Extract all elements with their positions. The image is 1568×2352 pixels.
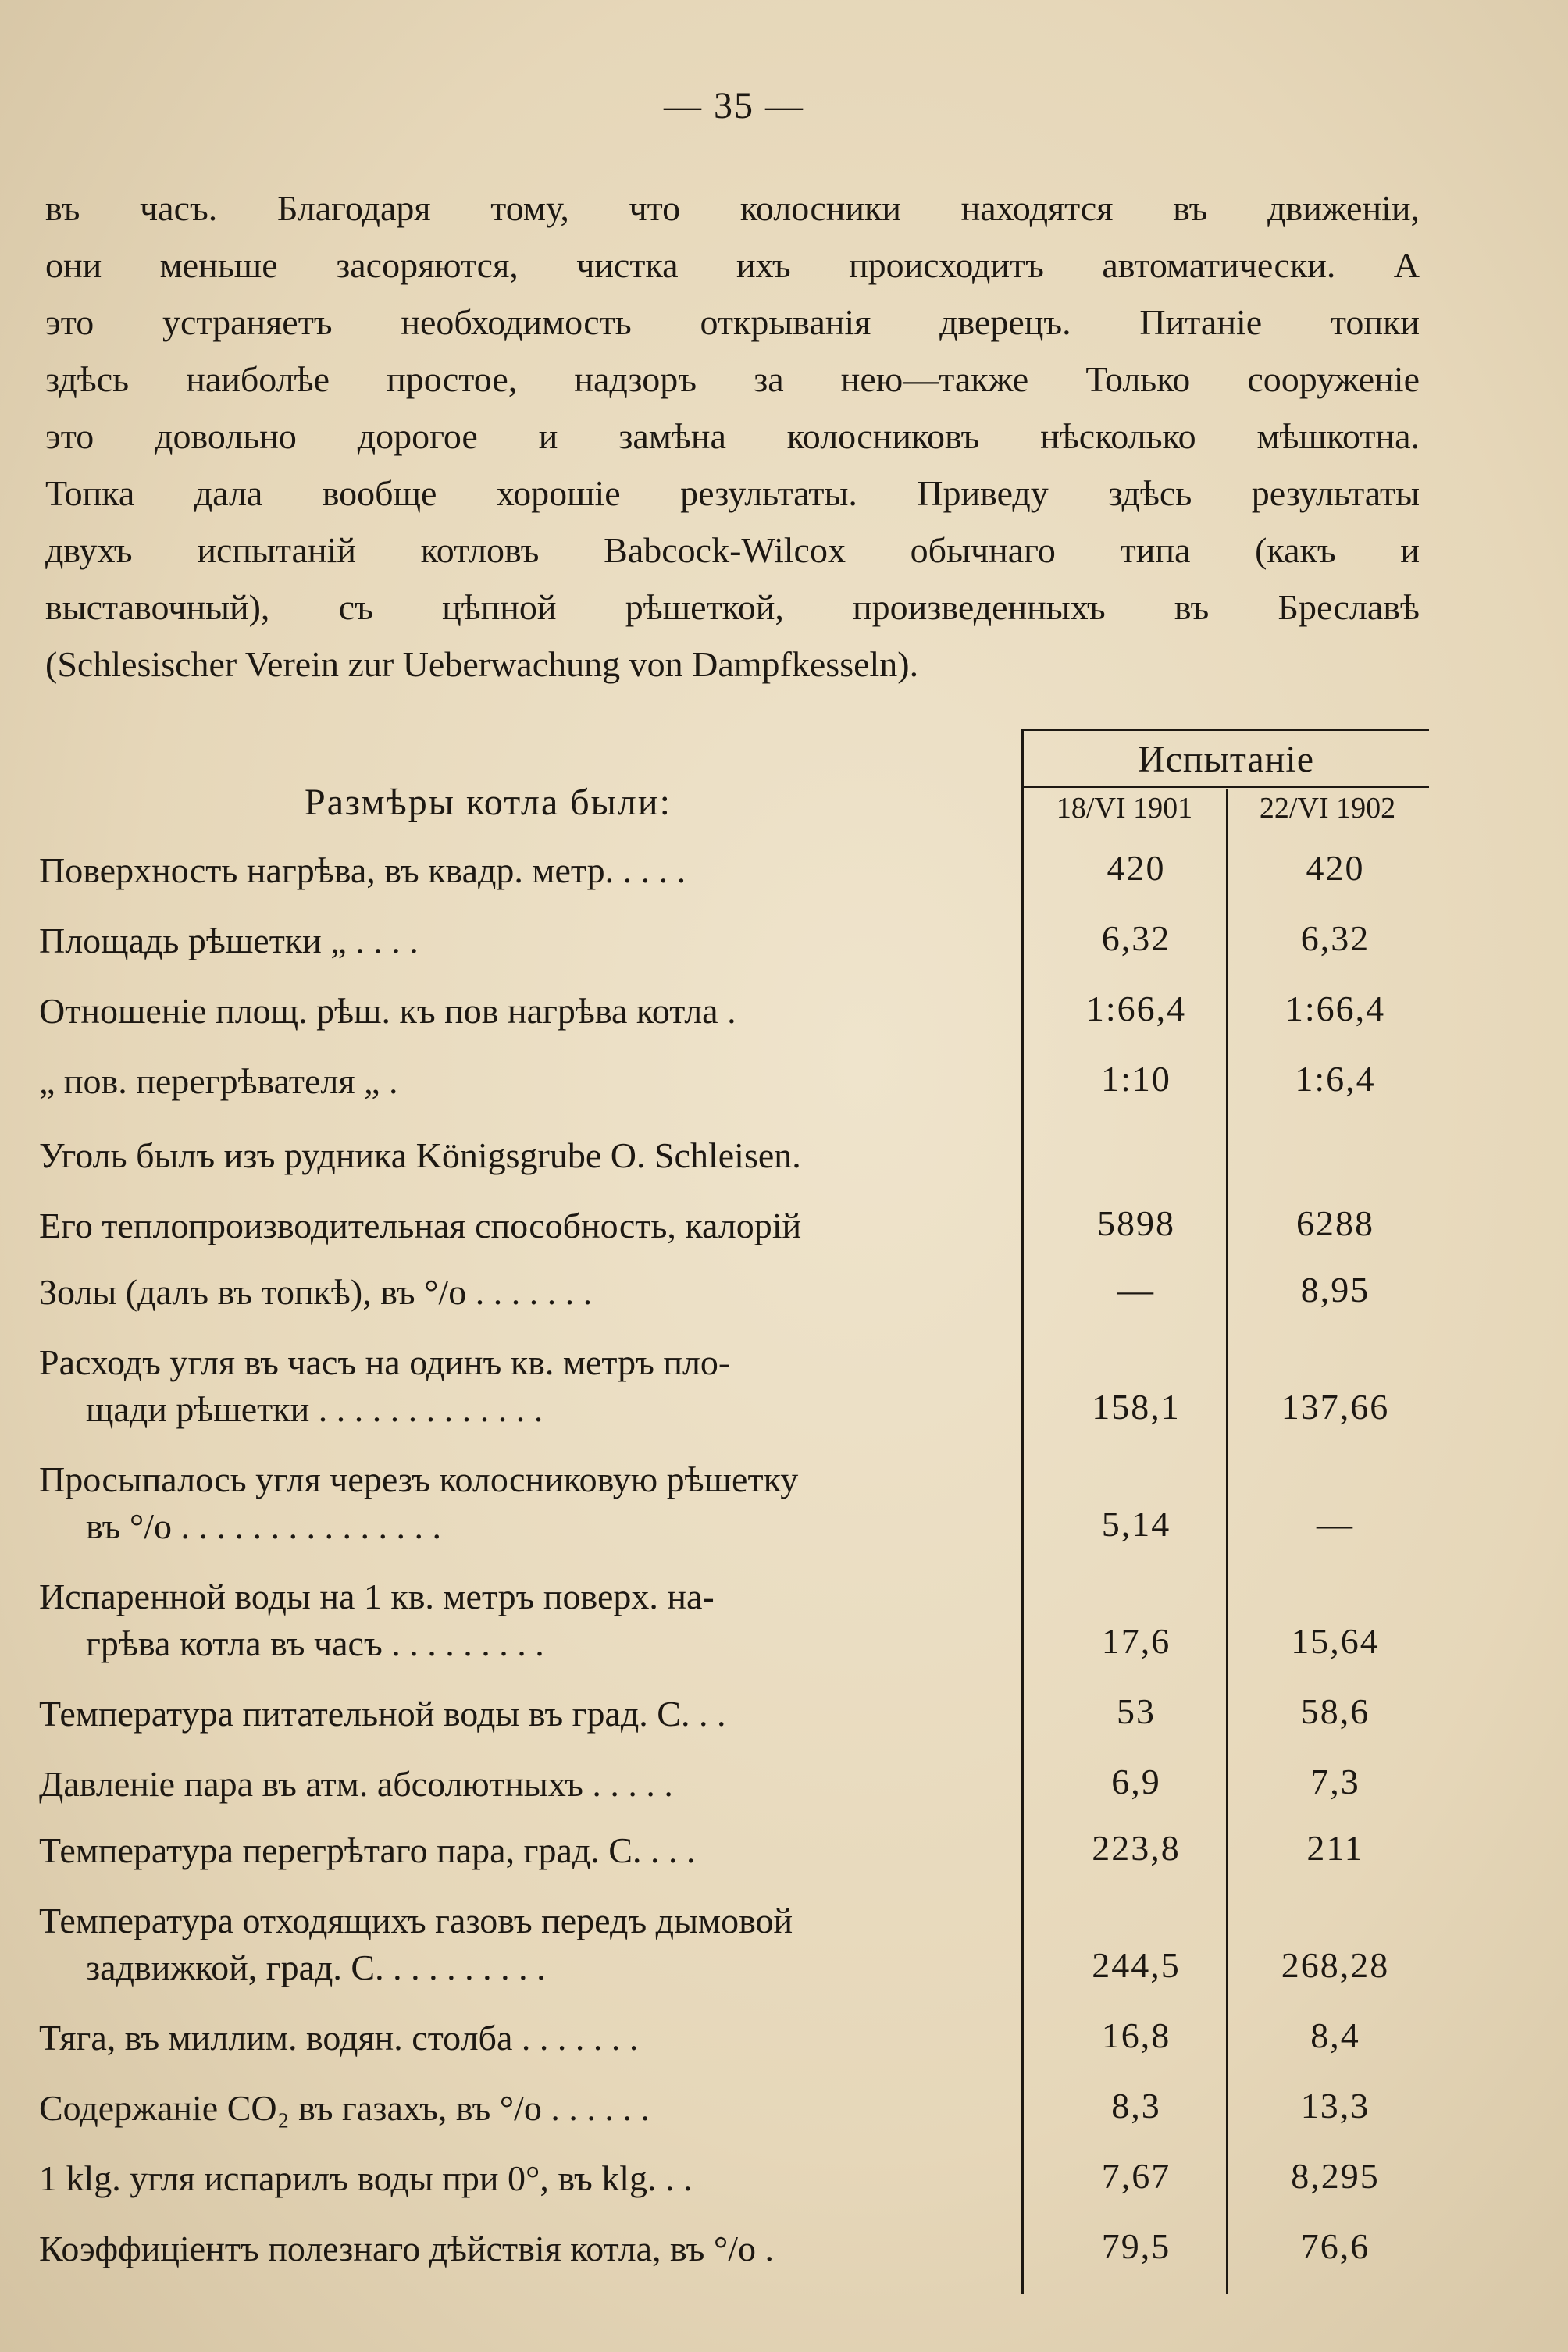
row-label-continuation: грѣва котла въ часъ . . . . . . . . . [86, 1623, 544, 1663]
row-label: Отношеніе площ. рѣш. къ пов нагрѣва котла . [39, 991, 736, 1031]
row-label [39, 1456, 1007, 1550]
cell-1901: 53 [1117, 1691, 1156, 1731]
row-label: „ пов. перегрѣвателя „ . [39, 1061, 398, 1101]
cell-1901: 1:10 [1101, 1059, 1171, 1099]
cell-1902: 211 [1306, 1828, 1364, 1868]
row-label-line: Просыпалось угля черезъ колосниковую рѣшетку [39, 1459, 799, 1499]
cell-1902: 58,6 [1300, 1691, 1370, 1731]
cell-1901: — [1117, 1270, 1155, 1310]
cell-1902: 7,3 [1310, 1762, 1360, 1801]
cell-1901: 1:66,4 [1085, 989, 1187, 1028]
row-label: Содержаніе CO₂ въ газахъ, въ °/o . . . . . . [39, 2088, 650, 2128]
row-label-line: Расходъ угля въ часъ на одинъ кв. метръ пло- [39, 1342, 731, 1382]
cell-1902: 420 [1306, 848, 1365, 888]
cell-1901: 244,5 [1092, 1945, 1181, 1985]
cell-1902: 268,28 [1281, 1945, 1390, 1985]
row-label: Площадь рѣшетки „ . . . . [39, 921, 419, 960]
cell-1902: 13,3 [1300, 2086, 1370, 2126]
cell-1902: 15,64 [1291, 1621, 1380, 1661]
paragraph-line: выставочный), съ цѣпной рѣшеткой, произведенныхъ въ Бреславѣ [45, 587, 1420, 627]
row-label: Золы (далъ въ топкѣ), въ °/o . . . . . . . [39, 1272, 593, 1312]
cell-1901: 5898 [1097, 1203, 1175, 1243]
row-label-line: Температура отходящихъ газовъ передъ дымовой [39, 1901, 793, 1940]
cell-1901: 158,1 [1092, 1387, 1181, 1427]
row-label: Уголь былъ изъ рудника Königsgrube O. Schleisen. [39, 1135, 801, 1175]
cell-1901: 223,8 [1092, 1828, 1181, 1868]
body-paragraph [45, 180, 1420, 693]
cell-1901: 16,8 [1101, 2015, 1171, 2055]
cell-1901: 79,5 [1101, 2226, 1171, 2266]
paragraph-line: это довольно дорогое и замѣна колосниковъ нѣсколько мѣшкотна. [45, 416, 1420, 456]
cell-1902: 6,32 [1300, 918, 1370, 958]
cell-1902: 76,6 [1300, 2226, 1370, 2266]
header-rule [1023, 786, 1429, 788]
paragraph-line: это устраняетъ необходимость открыванія дверецъ. Питаніе топки [45, 302, 1420, 342]
cell-1901: 6,9 [1111, 1762, 1161, 1801]
column-header: 22/VI 1902 [1259, 792, 1396, 825]
row-label: Поверхность нагрѣва, въ квадр. метр. . . . . [39, 850, 686, 890]
cell-1902: 1:66,4 [1285, 989, 1386, 1028]
paragraph-line: въ часъ. Благодаря тому, что колосники находятся въ движеніи, [45, 188, 1420, 228]
cell-1902: 8,295 [1291, 2156, 1380, 2196]
row-label-line: Испаренной воды на 1 кв. метръ поверх. на- [39, 1577, 715, 1616]
row-label: Температура перегрѣтаго пара, град. С. . . . [39, 1830, 696, 1870]
cell-1902: 8,95 [1300, 1270, 1370, 1310]
row-label [39, 1898, 1007, 1991]
cell-1901: 420 [1107, 848, 1166, 888]
header-rule [1023, 729, 1429, 731]
row-label-continuation: щади рѣшетки . . . . . . . . . . . . . [86, 1389, 543, 1429]
cell-1902: 8,4 [1310, 2015, 1360, 2055]
paragraph-line: они меньше засоряются, чистка ихъ происходитъ автоматически. А [45, 245, 1420, 285]
row-label: Его теплопроизводительная способность, калорій [39, 1206, 802, 1245]
row-label: Температура питательной воды въ град. С. . . [39, 1694, 726, 1734]
cell-1902: 6288 [1296, 1203, 1374, 1243]
row-label-continuation: задвижкой, град. С. . . . . . . . . . [86, 1948, 546, 1987]
cell-1901: 5,14 [1101, 1504, 1171, 1544]
row-label: Тяга, въ миллим. водян. столба . . . . . . . [39, 2018, 639, 2058]
table-rule [1021, 729, 1024, 2294]
cell-1901: 17,6 [1101, 1621, 1171, 1661]
paragraph-line: здѣсь наиболѣе простое, надзоръ за нею—также Только сооруженіе [45, 359, 1420, 399]
page-number: — 35 — [664, 85, 804, 127]
cell-1902: — [1317, 1504, 1354, 1544]
cell-1901: 8,3 [1111, 2086, 1161, 2126]
paragraph-line: Топка дала вообще хорошіе результаты. Приведу здѣсь результаты [45, 473, 1420, 513]
row-label: 1 klg. угля испарилъ воды при 0°, въ klg. . . [39, 2158, 693, 2198]
paragraph-line: (Schlesischer Verein zur Ueberwachung von Dampfkesseln). [45, 644, 919, 684]
header-title: Испытаніе [1137, 739, 1315, 780]
row-label: Коэффиціентъ полезнаго дѣйствія котла, въ °/o . [39, 2229, 775, 2268]
row-label-continuation: въ °/o . . . . . . . . . . . . . . . [86, 1506, 442, 1546]
row-label: Давленіе пара въ атм. абсолютныхъ . . . . . [39, 1764, 673, 1804]
cell-1902: 137,66 [1281, 1387, 1390, 1427]
cell-1902: 1:6,4 [1295, 1059, 1376, 1099]
cell-1901: 6,32 [1101, 918, 1171, 958]
table-caption: Размѣры котла были: [305, 782, 672, 823]
column-header: 18/VI 1901 [1056, 792, 1193, 825]
row-label [39, 1339, 1007, 1433]
row-label [39, 1573, 1007, 1667]
cell-1901: 7,67 [1101, 2156, 1171, 2196]
paragraph-line: двухъ испытаній котловъ Babcock-Wilcox обычнаго типа (какъ и [45, 530, 1420, 570]
